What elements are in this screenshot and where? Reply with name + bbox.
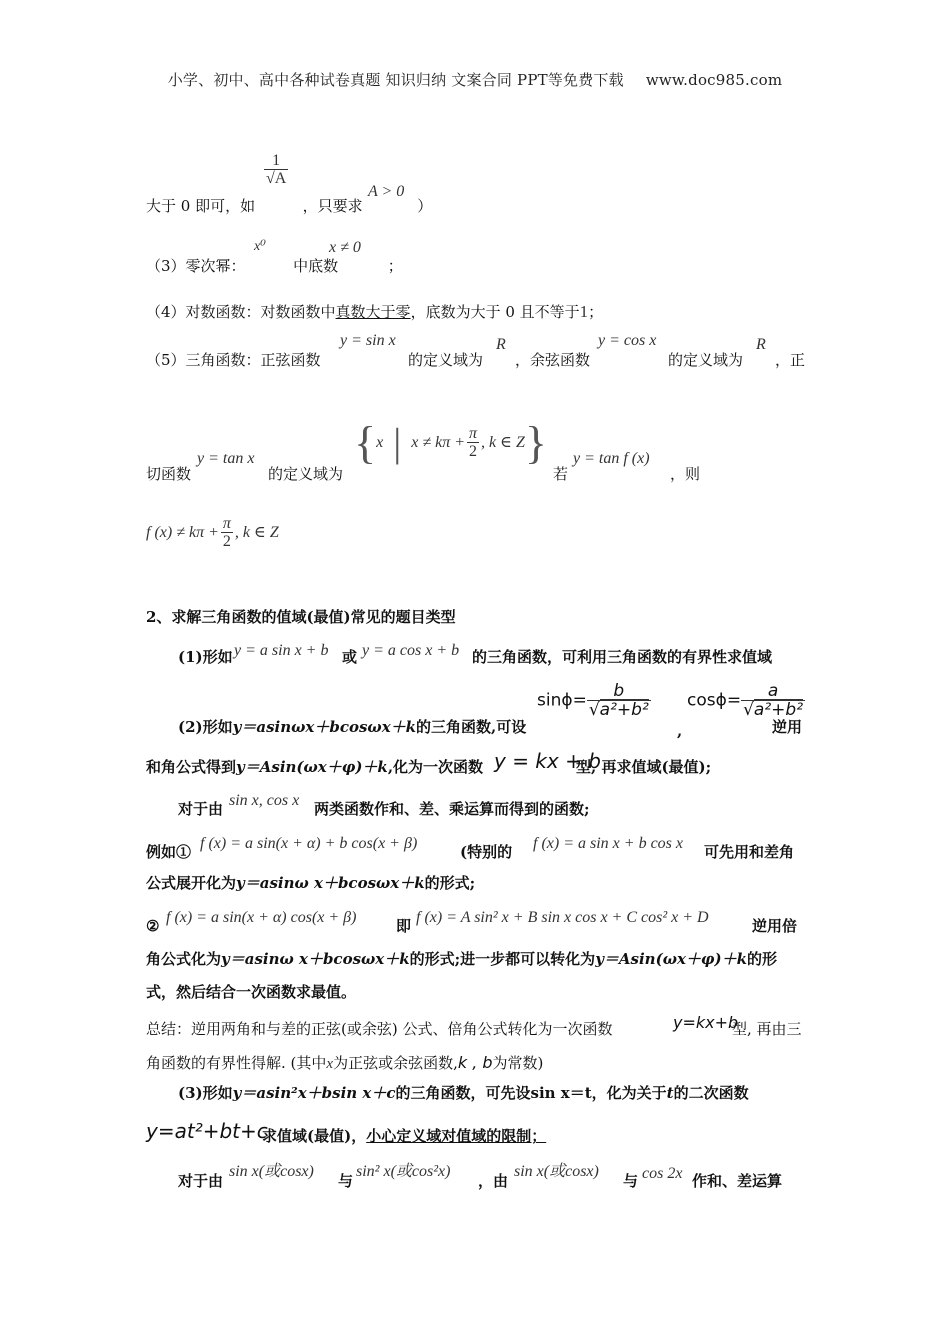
math-ex2a: f (x) = a sin(x + α) cos(x + β) — [166, 909, 357, 926]
t6-end: 的形式; — [424, 874, 476, 892]
fx-a: f (x) ≠ kπ + — [146, 524, 219, 541]
td-a: x — [376, 434, 384, 451]
l2-pre: （3）零次幂： — [146, 257, 246, 275]
m3-text: sin x(或cosx) — [514, 1163, 599, 1180]
l4-pre: （5）三角函数：正弦函数 — [146, 351, 321, 369]
line-1 — [146, 199, 432, 214]
frac-num: 1 — [272, 152, 281, 169]
q1-pre: (3)形如 — [178, 1084, 233, 1102]
page-header — [0, 69, 950, 90]
math-quad: y=at²+bt+c — [146, 1119, 268, 1143]
t7-pre: ② — [146, 917, 160, 935]
t7-end: 逆用倍 — [752, 917, 798, 935]
t1-pre: (1)形如 — [178, 648, 233, 666]
fx-pi: π — [222, 515, 231, 532]
t6-pre: 公式展开化为 — [146, 874, 237, 892]
line-t6 — [146, 876, 475, 891]
l3-one: 1 — [579, 302, 589, 321]
t1-post: 的三角函数，可利用三角函数的有界性求值域 — [472, 648, 773, 666]
l4-mid2: ，余弦函数 — [515, 351, 591, 369]
q3-and1: 与 — [338, 1172, 354, 1190]
t4-pre: 对于由 — [178, 800, 224, 818]
line-3 — [146, 303, 603, 320]
line-s2 — [146, 1055, 543, 1072]
math-ykxb2: y=kx+b — [673, 1013, 739, 1032]
math-cosphi: cosϕ= $\frac{a}{\text{√a²+b²}}$ — [687, 681, 804, 720]
math-R2: R — [756, 336, 766, 353]
l5-if: 若 — [553, 465, 569, 483]
sinphi-num: b — [613, 681, 625, 701]
t9: 式，然后结合一次函数求最值。 — [146, 983, 357, 1001]
math-acos-b: y = a cos x + b — [362, 642, 460, 659]
math-a-gt-0: A > 0 — [368, 183, 405, 200]
l1-pre: 大于 0 即可，如 — [146, 197, 256, 215]
l4-mid3: 的定义域为 — [668, 351, 744, 369]
sinphi-den: a²+b² — [599, 700, 649, 720]
s2-end: 为常数) — [492, 1054, 544, 1072]
section-2-title: 2、求解三角函数的值域(最值)常见的题目类型 — [146, 608, 456, 626]
math-frac-1-sqrtA — [264, 153, 288, 187]
l2-end: ； — [387, 257, 403, 275]
cosphi-label: cosϕ= — [687, 690, 742, 711]
math-kb: k , b — [457, 1053, 493, 1072]
t2-comma: , — [677, 722, 683, 740]
s2-pre: 角函数的有界性得解. (其中 — [146, 1054, 327, 1072]
math-m1 — [229, 1164, 314, 1180]
l1-mid: ，只要求 — [302, 197, 363, 215]
math-y-sin: y = sin x — [340, 332, 396, 349]
t2-post: 的三角函数,可设 — [416, 718, 527, 736]
l5-end: ，则 — [670, 465, 701, 483]
line-t2 — [178, 720, 526, 735]
t3-pre: 和角公式得到 — [146, 758, 237, 776]
q1-mid: 的三角函数，可先设 — [395, 1084, 531, 1102]
m4-text: cos 2x — [642, 1165, 683, 1182]
math-asin-b: y = a sin x + b — [234, 642, 329, 659]
line-t3 — [146, 760, 483, 775]
sinphi-label: sinϕ= — [537, 690, 587, 711]
math-y-tanf: y = tan f (x) — [573, 450, 650, 467]
t8-mid: 的形式;进一步都可以转化为 — [409, 950, 596, 968]
l1-end: ） — [417, 197, 433, 215]
q3-comma: ，由 — [478, 1172, 509, 1190]
math-fx-cond — [146, 516, 279, 550]
math-ex2b: f (x) = A sin² x + B sin x cos x + C cos² x + D — [416, 909, 709, 926]
fx-two: 2 — [221, 532, 233, 550]
math-sincos: sin x, cos x — [229, 792, 300, 809]
cosphi-num: a — [767, 681, 779, 701]
q3-end: 作和、差运算 — [692, 1172, 783, 1190]
t5-pre: 例如① — [146, 843, 192, 861]
q1-sub: sin x＝t — [530, 1084, 592, 1102]
q3-and2: 与 — [623, 1172, 639, 1190]
math-ykxb: y = kx + b — [494, 749, 601, 773]
l4-end: ，正 — [775, 351, 806, 369]
frac-den: √A — [266, 170, 287, 187]
l3-underline: 真数大于零 — [335, 303, 411, 321]
t8-form1: y＝asinω x＋bcosωx＋k — [221, 950, 410, 968]
t2-pre: (2)形如 — [178, 718, 233, 736]
t5-end: 可先用和差角 — [704, 843, 795, 861]
fx-c: , k ∈ Z — [234, 524, 279, 541]
math-m2 — [356, 1164, 450, 1180]
l2-mid: 中底数 — [293, 257, 339, 275]
td-two: 2 — [467, 442, 479, 460]
t5-special: (特别的 — [460, 843, 513, 861]
t4-post: 两类函数作和、差、乘运算而得到的函数; — [314, 800, 590, 818]
q1-end: 的二次函数 — [673, 1084, 749, 1102]
line-2 — [146, 259, 403, 274]
m2-text: sin² x(或cos²x) — [356, 1163, 451, 1180]
t8-pre: 角公式化为 — [146, 950, 222, 968]
math-m3 — [514, 1164, 599, 1180]
t6-form: y＝asinω x＋bcosωx＋k — [236, 874, 425, 892]
q2-post: 求值域(最值)， — [262, 1127, 367, 1145]
t3-mid: ,化为一次函数 — [387, 758, 484, 776]
math-sinphi: sinϕ= $\frac{b}{\text{√a²+b²}}$ — [537, 681, 649, 720]
math-m4 — [642, 1166, 682, 1182]
t3-end: 型, 再求值域(最值); — [576, 758, 712, 776]
math-R1: R — [496, 336, 506, 353]
line-4 — [146, 353, 321, 368]
math-x-ne-0: x ≠ 0 — [329, 239, 361, 256]
l4-mid1: 的定义域为 — [408, 351, 484, 369]
l3-pre: （4）对数函数：对数函数中 — [146, 303, 336, 321]
t2-end: 逆用 — [772, 718, 803, 736]
l3-post: ，底数为大于 0 且不等于 — [410, 303, 580, 321]
s2-x: x — [326, 1056, 334, 1072]
td-c: , k ∈ Z — [481, 434, 525, 451]
s2-mid: 为正弦或余弦函数, — [333, 1054, 458, 1072]
q3-pre: 对于由 — [178, 1172, 224, 1190]
s1-end: 型, 再由三 — [732, 1020, 802, 1038]
math-y-tan: y = tan x — [197, 450, 255, 467]
l3-end: ； — [588, 303, 604, 321]
math-ex1: f (x) = a sin(x + α) + b cos(x + β) — [200, 835, 418, 852]
q1-t: t — [666, 1084, 674, 1102]
td-pi: π — [469, 425, 478, 442]
math-x0: x⁰ — [254, 239, 266, 254]
line-t8 — [146, 952, 777, 967]
t1-or: 或 — [342, 648, 358, 666]
math-y-cos: y = cos x — [598, 332, 657, 349]
t7-ji: 即 — [396, 917, 412, 935]
td-b: x ≠ kπ + — [411, 434, 466, 451]
t2-form: y＝asinωx＋bcosωx＋k — [232, 718, 417, 736]
header-url: www.doc985.com — [645, 71, 783, 89]
t3-form: y＝Asin(ωx＋φ)＋k — [236, 758, 388, 776]
q1-post: ，化为关于 — [591, 1084, 667, 1102]
s1-pre: 总结：逆用两角和与差的正弦(或余弦) 公式、倍角公式转化为一次函数 — [146, 1020, 613, 1038]
math-ex1s: f (x) = a sin x + b cos x — [533, 835, 683, 852]
q1-form: y＝asin²x＋bsin x＋c — [232, 1084, 396, 1102]
m1-text: sin x(或cosx) — [229, 1163, 314, 1180]
line-q2 — [262, 1129, 546, 1144]
t8-form2: y＝Asin(ωx＋φ)＋k — [595, 950, 747, 968]
l5-pre: 切函数 — [146, 465, 192, 483]
q2-underline: 小心定义域对值域的限制； — [366, 1127, 547, 1145]
t8-end: 的形 — [746, 950, 777, 968]
cosphi-den: a²+b² — [753, 700, 804, 720]
math-tan-domain: {x | x ≠ kπ + $\frac{\pi}{2}$ , k ∈ Z} — [354, 417, 547, 468]
header-text: 小学、初中、高中各种试卷真题 知识归纳 文案合同 PPT等免费下载 — [167, 71, 624, 89]
line-q1 — [178, 1086, 749, 1101]
l5-mid: 的定义域为 — [268, 465, 344, 483]
